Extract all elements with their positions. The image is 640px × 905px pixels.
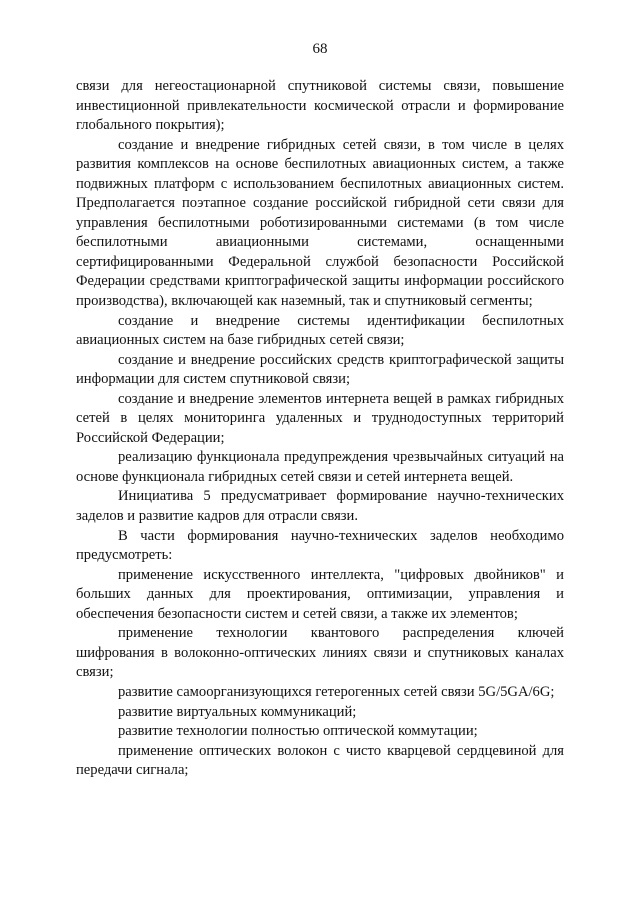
paragraph: создание и внедрение системы идентификации беспилотных авиационных систем на базе гибридных сетей связи; — [76, 312, 564, 349]
paragraph: создание и внедрение российских средств криптографической защиты информации для систем спутниковой связи; — [76, 351, 564, 388]
paragraph: реализацию функционала предупреждения чрезвычайных ситуаций на основе функционала гибридных сетей связи и сетей интернета вещей. — [76, 449, 564, 485]
paragraph: применение технологии квантового распределения ключей шифрования в волоконно-оптических линиях связи и спутниковых каналах связи; — [76, 625, 564, 681]
paragraph: применение искусственного интеллекта, "цифровых двойников" и больших данных для проектирования, оптимизации, управления и обеспечения безопасности систем и сетей связи, а также их элементов; — [76, 566, 564, 622]
paragraph: применение оптических волокон с чисто кварцевой сердцевиной для передачи сигнала; — [76, 742, 564, 779]
paragraph: создание и внедрение гибридных сетей связи, в том числе в целях развития комплексов на основе беспилотных авиационных систем, а также подвижных платформ с использованием беспилотных авиационных систем. Предполагается поэтапное создание российской гибридной сети связи для управления беспилотными роботизированными системами (в том числе беспилотными авиационными системами, оснащенными сертифицированными Федеральной службой безопасности Российской Федерации средствами криптографической защиты информации российского производства), включающей как наземный, так и спутниковый сегменты; — [76, 136, 564, 310]
paragraph: развитие виртуальных коммуникаций; — [118, 703, 357, 720]
page-number: 68 — [312, 41, 328, 57]
document-body — [76, 77, 564, 781]
paragraph: развитие самоорганизующихся гетерогенных сетей связи 5G/5GA/6G; — [118, 683, 555, 700]
paragraph: Инициатива 5 предусматривает формирование научно-технических заделов и развитие кадров для отрасли связи. — [76, 488, 564, 525]
paragraph: создание и внедрение элементов интернета вещей в рамках гибридных сетей в целях мониторинга удаленных и труднодоступных территорий Российской Федерации; — [76, 390, 564, 446]
paragraph: В части формирования научно-технических заделов необходимо предусмотреть: — [76, 527, 564, 564]
paragraph: связи для негеостационарной спутниковой системы связи, повышение инвестиционной привлекательности космической отрасли и формирование глобального покрытия); — [76, 78, 564, 134]
paragraph: развитие технологии полностью оптической коммутации; — [118, 723, 478, 740]
